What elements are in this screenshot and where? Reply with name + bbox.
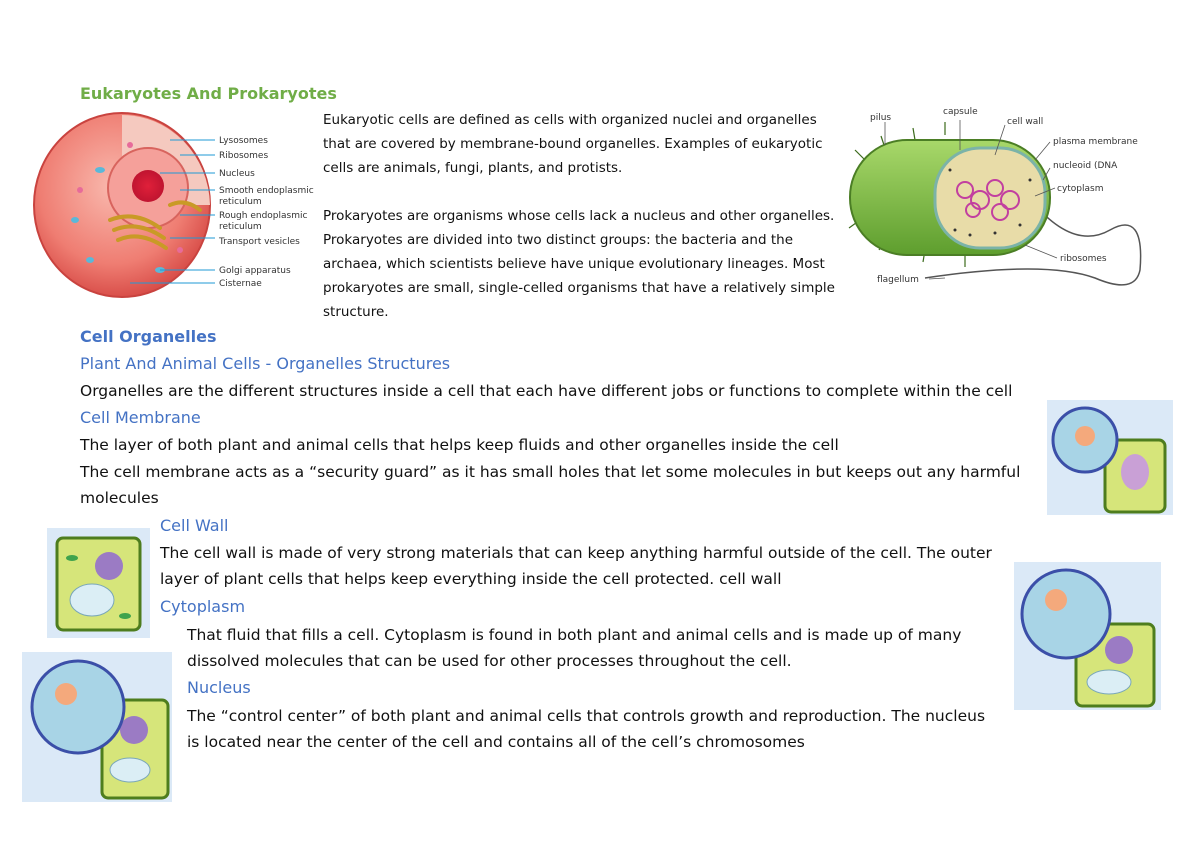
label-ribosomes: Ribosomes [219, 151, 269, 161]
cytoplasm-heading: Cytoplasm [160, 597, 246, 616]
organelles-definition: Organelles are the different structures inside a cell that each have different jobs or functions to complete within the cell [80, 382, 1013, 400]
cell-membrane-heading: Cell Membrane [80, 408, 201, 427]
nucleus-heading: Nucleus [187, 678, 251, 697]
label-smooth-er-2: reticulum [219, 197, 262, 207]
label-cell-wall: cell wall [1007, 117, 1044, 127]
label-cisternae: Cisternae [219, 279, 262, 289]
label-flagellum: flagellum [877, 275, 919, 285]
cell-membrane-text-1: The layer of both plant and animal cells that helps keep fluids and other organelles inside the cell [80, 436, 839, 454]
intro-text [323, 108, 838, 324]
label-plasma-membrane: plasma membrane [1053, 137, 1138, 147]
cytoplasm-text: That fluid that fills a cell. Cytoplasm is found in both plant and animal cells and is made up of many dissolved molecules that can be used for other processes throughout the cell. [187, 626, 962, 670]
plant-cell-image [47, 528, 150, 638]
page-title: Eukaryotes And Prokaryotes [80, 84, 337, 103]
eukaryote-paragraph: Eukaryotic cells are defined as cells with organized nuclei and organelles that are covered by membrane-bound organelles. Examples of eukaryotic cells are animals, fungi, plants, and protists. [323, 112, 823, 176]
prokaryote-cell-diagram [845, 100, 1150, 300]
cell-wall-text: The cell wall is made of very strong materials that can keep anything harmful outside of the cell. The outer layer of plant cells that helps keep everything inside the cell protected. cell wall [160, 544, 992, 588]
label-rough-er: Rough endoplasmic [219, 211, 308, 221]
animal-plant-cell-image-2 [1014, 562, 1161, 710]
label-rough-er-2: reticulum [219, 222, 262, 232]
cell-wall-heading: Cell Wall [160, 516, 229, 535]
label-golgi: Golgi apparatus [219, 266, 291, 276]
label-pilus: pilus [870, 113, 892, 123]
label-capsule: capsule [943, 107, 978, 117]
cell-membrane-text-2: The cell membrane acts as a “security guard” as it has small holes that let some molecules in but keeps out any harmful molecules [80, 463, 1021, 507]
eukaryote-cell-diagram [30, 110, 320, 305]
organelles-subheading: Plant And Animal Cells - Organelles Structures [80, 354, 451, 373]
label-nucleoid: nucleoid (DNA [1053, 161, 1118, 171]
cell-organelles-heading: Cell Organelles [80, 327, 217, 346]
nucleus-text: The “control center” of both plant and animal cells that controls growth and reproduction. The nucleus is located near the center of the cell and contains all of the cell’s chromosomes [187, 707, 986, 751]
label-transport-vesicles: Transport vesicles [219, 237, 300, 247]
label-nucleus: Nucleus [219, 169, 255, 179]
prokaryote-paragraph: Prokaryotes are organisms whose cells lack a nucleus and other organelles. Prokaryotes are divided into two distinct groups: the bacteria and the archaea, which scientists believe have unique evolutionary lineages. Most prokaryotes are small, single-celled organisms that have a relatively simple structure. [323, 208, 835, 320]
label-lysosomes: Lysosomes [219, 136, 268, 146]
label-ribosomes: ribosomes [1060, 254, 1107, 264]
animal-plant-cell-image-1 [1047, 400, 1173, 515]
animal-plant-cell-image-3 [22, 652, 172, 802]
label-smooth-er: Smooth endoplasmic [219, 186, 314, 196]
label-cytoplasm: cytoplasm [1057, 184, 1104, 194]
